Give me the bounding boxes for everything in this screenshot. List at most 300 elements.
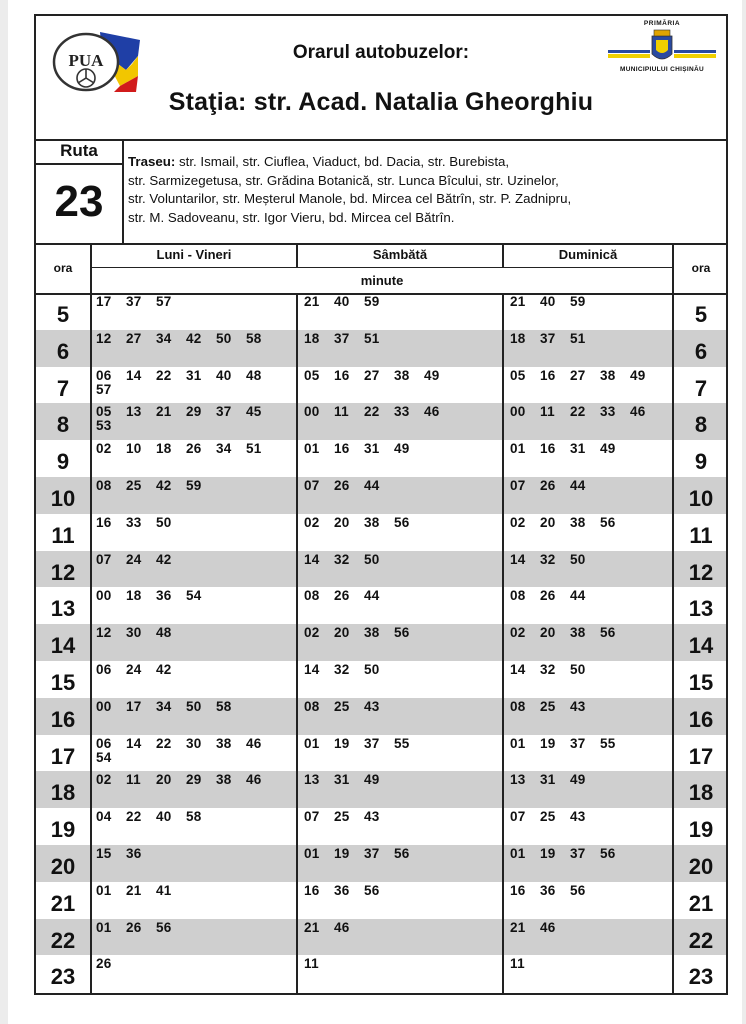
minute-value: 58 [216,698,232,714]
route-block [36,139,726,245]
hour-label-right: 9 [694,449,708,475]
hour-label-left: 14 [50,633,76,659]
minute-value: 26 [334,588,350,604]
table-row [36,293,726,330]
minute-value: 18 [510,330,526,346]
saturday-minutes [304,553,394,567]
minute-value: 50 [216,330,232,346]
table-row [36,330,726,367]
table-row [36,440,726,477]
saturday-minutes [304,847,424,861]
table-row [36,808,726,845]
minute-value: 46 [334,919,350,935]
minute-value: 05 [96,404,112,420]
minute-value: 14 [510,551,526,567]
sunday-minutes [510,737,630,751]
minute-value: 56 [600,846,616,861]
header [36,16,726,141]
minute-value: 49 [630,367,646,383]
minute-value: 22 [364,404,380,420]
minute-value: 50 [364,662,380,677]
minute-value: 41 [156,882,172,898]
minute-value: 02 [510,625,526,641]
minute-value: 16 [510,882,526,898]
minute-value: 57 [96,381,112,397]
minute-value: 26 [186,441,202,457]
minute-value: 31 [540,772,556,788]
minute-value: 36 [126,846,142,861]
minute-value: 12 [96,330,112,346]
route-description [128,153,718,227]
minute-value: 02 [304,514,320,530]
minute-value: 56 [600,625,616,641]
minute-header: minute [360,273,404,288]
minute-value: 36 [156,588,172,604]
minute-value: 26 [540,588,556,604]
saturday-minutes [304,663,394,677]
table-row [36,735,726,772]
saturday-minutes [304,405,454,419]
minute-value: 10 [126,441,142,457]
sunday-minutes [510,442,630,456]
minute-value: 07 [510,478,526,493]
minute-value: 14 [304,662,320,677]
saturday-minutes [304,332,394,346]
saturday-minutes [304,626,424,640]
weekday-minutes [96,737,276,765]
page-title: Orarul autobuzelor: [292,42,470,63]
hour-label-right: 18 [688,780,714,806]
minute-value: 26 [126,919,142,935]
hour-label-left: 22 [50,927,76,953]
minute-value: 01 [304,735,320,751]
minute-value: 37 [570,735,586,751]
minute-value: 56 [600,514,616,530]
minute-value: 16 [304,882,320,898]
minute-value: 37 [570,846,586,861]
minute-value: 42 [186,330,202,346]
minute-value: 20 [156,772,172,788]
minute-value: 17 [96,294,112,309]
hour-label-right: 23 [688,964,714,990]
minute-value: 57 [156,294,172,309]
minute-value: 06 [96,367,112,383]
weekday-minutes [96,663,186,677]
timetable-sheet [8,0,742,1024]
minute-value: 00 [96,588,112,604]
hour-label-left: 7 [56,375,70,401]
saturday-header: Sâmbătă [298,243,504,268]
table-row [36,661,726,698]
minute-value: 46 [246,735,262,751]
minute-value: 33 [394,404,410,420]
minute-value: 00 [510,404,526,420]
minute-value: 01 [304,846,320,861]
minute-value: 11 [304,956,319,972]
table-row [36,882,726,919]
minute-value: 43 [570,698,586,714]
hour-label-right: 7 [694,375,708,401]
minute-value: 56 [394,514,410,530]
minute-value: 16 [96,514,112,530]
hour-label-right: 11 [689,522,713,548]
sunday-minutes [510,479,600,493]
weekday-minutes [96,369,276,397]
minute-value: 38 [216,735,232,751]
weekday-minutes [96,957,126,971]
minute-value: 42 [156,478,172,493]
weekday-minutes [96,516,186,530]
minute-value: 43 [364,809,380,825]
sunday-minutes [510,957,540,971]
timetable-frame [34,14,728,995]
minute-value: 00 [304,404,320,420]
minute-value: 27 [126,330,142,346]
hour-label-right: 22 [688,927,714,953]
minute-value: 50 [364,551,380,567]
minute-value: 56 [394,846,410,861]
sunday-minutes [510,295,600,309]
sunday-minutes [510,516,630,530]
minute-value: 32 [540,662,556,677]
minute-value: 59 [364,294,380,309]
minute-value: 32 [334,662,350,677]
minute-value: 49 [600,441,616,457]
saturday-minutes [304,700,394,714]
minute-value: 21 [126,882,142,898]
primaria-logo: PRIMĂRIA MUNICIPIULUI CHIȘINĂU [604,20,720,78]
table-row [36,403,726,440]
traseu-line: str. Ismail, str. Ciuflea, Viaduct, bd. Dacia, str. Burebista, [175,154,510,169]
saturday-minutes [304,957,334,971]
table-row [36,367,726,404]
minute-value: 02 [96,772,112,788]
minute-value: 25 [540,698,556,714]
minute-value: 01 [96,882,112,898]
minute-value: 43 [364,698,380,714]
minute-value: 44 [364,588,380,604]
minute-value: 29 [186,404,202,420]
minute-value: 08 [510,698,526,714]
minute-value: 31 [570,441,586,457]
minute-value: 04 [96,809,112,825]
minute-value: 08 [510,588,526,604]
hour-label-right: 14 [688,633,714,659]
minute-value: 30 [126,625,142,641]
hour-label-right: 17 [688,743,714,769]
minute-value: 26 [334,478,350,493]
minute-value: 02 [304,625,320,641]
saturday-minutes [304,295,394,309]
route-number-box [36,139,124,243]
minute-value: 31 [186,367,202,383]
minute-value: 53 [96,418,112,434]
minute-value: 59 [186,478,202,493]
minute-value: 27 [570,367,586,383]
minute-value: 38 [216,772,232,788]
hour-label-right: 6 [694,338,708,364]
hour-label-left: 6 [56,338,70,364]
minute-value: 19 [540,735,556,751]
minute-value: 45 [246,404,262,420]
minute-value: 18 [126,588,142,604]
table-row [36,698,726,735]
hour-label-left: 9 [56,449,70,475]
route-label: Ruta [36,139,122,165]
grid-line [90,243,92,993]
weekday-minutes [96,626,186,640]
table-header [36,243,726,295]
hour-column-header-right: ora [672,243,728,293]
weekday-minutes [96,810,216,824]
table-row [36,477,726,514]
minute-value: 50 [570,662,586,677]
weekday-minutes [96,442,276,456]
minute-value: 38 [570,625,586,641]
minute-value: 21 [304,919,320,935]
pua-logo-text: PUA [68,51,104,70]
minute-value: 38 [600,367,616,383]
hour-label-left: 17 [50,743,76,769]
minute-value: 06 [96,735,112,751]
minute-value: 56 [156,919,172,935]
minute-value: 24 [126,662,142,677]
route-number: 23 [54,177,104,226]
hour-label-right: 16 [688,706,714,732]
hour-label-left: 8 [56,412,70,438]
table-row [36,624,726,661]
saturday-minutes [304,516,424,530]
minute-value: 34 [156,698,172,714]
minute-value: 37 [216,404,232,420]
sunday-minutes [510,663,600,677]
minute-value: 06 [96,662,112,677]
hour-label-right: 12 [688,559,714,585]
minute-value: 49 [394,441,410,457]
hour-label-right: 10 [688,486,714,511]
schedule-rows [36,293,726,993]
saturday-minutes [304,921,364,935]
minute-value: 46 [540,919,556,935]
minute-value: 16 [334,441,350,457]
minute-value: 55 [600,735,616,751]
minute-value: 11 [334,404,349,420]
sunday-minutes [510,405,660,419]
minute-value: 15 [96,846,112,861]
sunday-minutes [510,810,600,824]
saturday-minutes [304,810,394,824]
hour-label-left: 20 [50,854,76,879]
saturday-minutes [304,589,394,603]
minute-value: 11 [540,404,555,420]
minute-value: 38 [364,625,380,641]
hour-label-right: 13 [688,596,714,622]
minute-value: 51 [246,441,262,457]
minute-value: 18 [156,441,172,457]
minute-value: 37 [540,330,556,346]
minute-value: 48 [246,367,262,383]
hour-label-left: 21 [50,890,76,916]
minute-value: 22 [570,404,586,420]
weekday-minutes [96,332,276,346]
minute-value: 49 [424,367,440,383]
minute-value: 24 [126,551,142,567]
minute-value: 25 [334,809,350,825]
minute-value: 36 [334,882,350,898]
minute-value: 22 [126,809,142,825]
traseu-label: Traseu: [128,154,176,169]
grid-line [296,293,298,993]
minute-value: 55 [394,735,410,751]
minute-value: 19 [540,846,556,861]
hour-label-right: 19 [688,817,714,843]
minute-value: 58 [246,330,262,346]
sunday-minutes [510,626,630,640]
weekday-header: Luni - Vineri [92,243,298,268]
minute-value: 07 [96,551,112,567]
minute-value: 32 [334,551,350,567]
table-row [36,845,726,882]
hour-label-left: 10 [50,486,76,511]
station-name: Staţia: str. Acad. Natalia Gheorghiu [168,88,594,116]
saturday-minutes [304,773,394,787]
minute-value: 43 [570,809,586,825]
minute-value: 01 [510,441,526,457]
minute-value: 31 [334,772,350,788]
minute-value: 14 [126,367,142,383]
sunday-minutes [510,773,600,787]
minute-value: 31 [364,441,380,457]
hour-label-left: 19 [50,817,76,843]
minute-value: 46 [246,772,262,788]
minute-value: 34 [156,330,172,346]
grid-line [502,293,504,993]
table-row [36,514,726,551]
minute-value: 40 [334,294,350,309]
minute-value: 01 [304,441,320,457]
minute-value: 38 [570,514,586,530]
minute-value: 38 [394,367,410,383]
hour-label-right: 8 [694,412,708,438]
minute-value: 42 [156,551,172,567]
minute-value: 22 [156,735,172,751]
minute-value: 07 [304,478,320,493]
sunday-minutes [510,884,600,898]
traseu-line: str. Voluntarilor, str. Meșterul Manole, bd. Mircea cel Bătrîn, str. P. Zadnipru, [128,191,572,206]
minute-value: 07 [510,809,526,825]
minute-value: 34 [216,441,232,457]
minute-value: 01 [510,735,526,751]
minute-value: 54 [186,588,202,604]
traseu-line: str. Sarmizegetusa, str. Grădina Botanică, str. Lunca Bîcului, str. Uzinelor, [128,172,559,188]
minute-value: 08 [96,478,112,493]
weekday-minutes [96,884,186,898]
minute-value: 17 [126,698,142,714]
minute-value: 32 [540,551,556,567]
minute-value: 54 [96,749,112,765]
hour-label-right: 15 [688,670,714,695]
minute-value: 14 [304,551,320,567]
weekday-minutes [96,847,156,861]
minute-value: 51 [364,330,380,346]
minute-value: 16 [334,367,350,383]
sunday-minutes [510,700,600,714]
minute-value: 19 [334,735,350,751]
sunday-minutes [510,921,570,935]
minute-value: 42 [156,662,172,677]
table-row [36,771,726,808]
minute-value: 29 [186,772,202,788]
table-row [36,587,726,624]
minute-value: 01 [510,846,526,861]
minute-value: 37 [364,846,380,861]
hour-label-right: 20 [688,854,714,879]
weekday-minutes [96,589,216,603]
weekday-minutes [96,553,186,567]
weekday-minutes [96,295,186,309]
minute-value: 20 [334,625,350,641]
minute-value: 18 [304,330,320,346]
minute-value: 05 [304,367,320,383]
minute-value: 37 [364,735,380,751]
minute-value: 08 [304,698,320,714]
minute-value: 22 [156,367,172,383]
table-row [36,551,726,588]
minute-value: 50 [156,514,172,530]
minute-value: 19 [334,846,350,861]
minute-value: 50 [186,698,202,714]
minute-value: 21 [510,919,526,935]
hour-label-left: 11 [51,522,75,548]
minute-value: 44 [364,478,380,493]
minute-value: 13 [304,772,320,788]
sunday-minutes [510,589,600,603]
minute-value: 48 [156,625,172,641]
minute-value: 02 [510,514,526,530]
minute-value: 20 [540,625,556,641]
saturday-minutes [304,442,424,456]
minute-value: 37 [126,294,142,309]
minute-value: 38 [364,514,380,530]
minute-value: 25 [540,809,556,825]
hour-label-left: 18 [50,780,76,806]
minute-value: 56 [364,882,380,898]
sunday-minutes [510,847,630,861]
sunday-minutes [510,332,600,346]
saturday-minutes [304,369,454,383]
hour-label-left: 5 [56,302,70,327]
minute-value: 44 [570,478,586,493]
minute-value: 20 [540,514,556,530]
minute-value: 08 [304,588,320,604]
minute-value: 00 [96,698,112,714]
minute-value: 21 [156,404,172,420]
minute-value: 11 [126,772,141,788]
minute-value: 51 [570,330,586,346]
minute-value: 56 [394,625,410,641]
minute-value: 46 [424,404,440,420]
minute-value: 26 [540,478,556,493]
minute-value: 37 [334,330,350,346]
sunday-header: Duminică [504,243,672,268]
minute-value: 07 [304,809,320,825]
minute-value: 25 [334,698,350,714]
minute-value: 27 [364,367,380,383]
minute-value: 40 [216,367,232,383]
traseu-line: str. M. Sadoveanu, str. Igor Vieru, bd. Mircea cel Bătrîn. [128,209,455,225]
weekday-minutes [96,479,216,493]
minute-value: 49 [364,772,380,788]
